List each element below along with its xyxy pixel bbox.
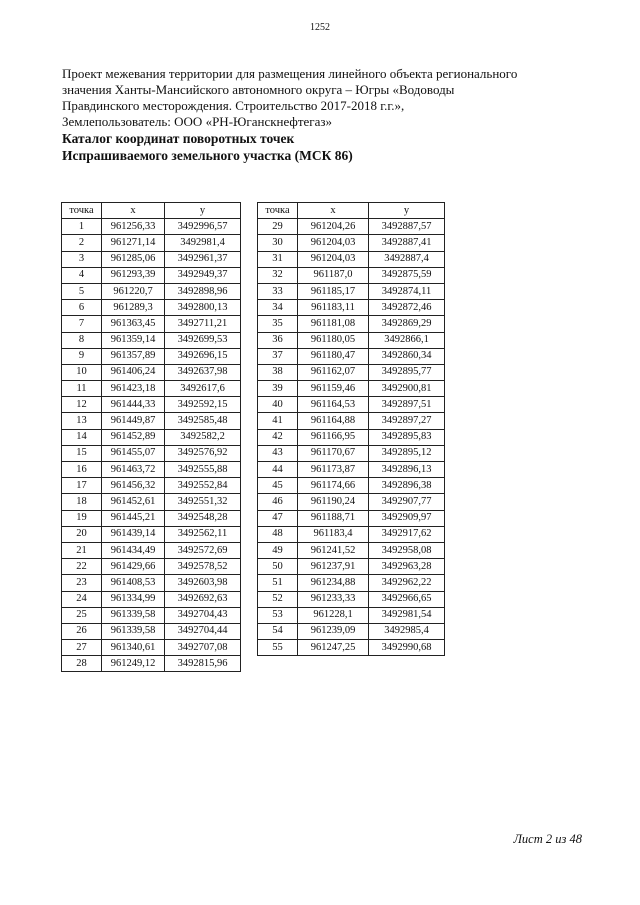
cell-y: 3492907,77 (369, 494, 445, 510)
cell-point-number: 40 (258, 397, 298, 413)
table-row (62, 591, 241, 607)
table-row (258, 478, 445, 494)
cell-y: 3492704,44 (165, 623, 241, 639)
table-row (258, 364, 445, 380)
cell-y: 3492909,97 (369, 510, 445, 526)
table-row (258, 413, 445, 429)
table-header-row (62, 203, 241, 219)
cell-y: 3492895,12 (369, 445, 445, 461)
cell-x: 961190,24 (298, 494, 369, 510)
cell-y: 3492548,28 (165, 510, 241, 526)
cell-x: 961452,89 (102, 429, 165, 445)
cell-y: 3492981,4 (165, 235, 241, 251)
table-row (258, 235, 445, 251)
cell-point-number: 17 (62, 478, 102, 494)
cell-y: 3492869,29 (369, 316, 445, 332)
cell-x: 961456,32 (102, 478, 165, 494)
cell-x: 961170,67 (298, 445, 369, 461)
cell-point-number: 19 (62, 510, 102, 526)
table-row (62, 429, 241, 445)
cell-x: 961357,89 (102, 348, 165, 364)
cell-x: 961363,45 (102, 316, 165, 332)
cell-point-number: 24 (62, 591, 102, 607)
cell-x: 961271,14 (102, 235, 165, 251)
cell-x: 961434,49 (102, 542, 165, 558)
cell-y: 3492966,65 (369, 591, 445, 607)
cell-y: 3492962,22 (369, 575, 445, 591)
cell-point-number: 53 (258, 607, 298, 623)
cell-y: 3492958,08 (369, 542, 445, 558)
cell-y: 3492895,77 (369, 364, 445, 380)
cell-point-number: 9 (62, 348, 102, 364)
table-row (258, 510, 445, 526)
table-row (62, 316, 241, 332)
cell-x: 961162,07 (298, 364, 369, 380)
page-number: 1252 (310, 22, 330, 33)
cell-y: 3492578,52 (165, 559, 241, 575)
cell-point-number: 11 (62, 381, 102, 397)
table-row (258, 526, 445, 542)
cell-y: 3492860,34 (369, 348, 445, 364)
cell-point-number: 36 (258, 332, 298, 348)
table-row (62, 364, 241, 380)
cell-x: 961463,72 (102, 462, 165, 478)
cell-point-number: 13 (62, 413, 102, 429)
cell-x: 961339,58 (102, 607, 165, 623)
sheet-counter: Лист 2 из 48 (513, 832, 582, 846)
cell-point-number: 18 (62, 494, 102, 510)
cell-x: 961174,66 (298, 478, 369, 494)
cell-y: 3492555,88 (165, 462, 241, 478)
cell-point-number: 21 (62, 542, 102, 558)
table-row (258, 316, 445, 332)
cell-x: 961187,0 (298, 267, 369, 283)
cell-y: 3492985,4 (369, 623, 445, 639)
cell-x: 961204,26 (298, 219, 369, 235)
cell-y: 3492707,08 (165, 640, 241, 656)
cell-point-number: 55 (258, 640, 298, 656)
cell-y: 3492576,92 (165, 445, 241, 461)
table-row (258, 607, 445, 623)
cell-y: 3492592,15 (165, 397, 241, 413)
table-row (258, 300, 445, 316)
cell-x: 961228,1 (298, 607, 369, 623)
table-row (62, 413, 241, 429)
column-header-x: x (298, 203, 369, 219)
cell-y: 3492990,68 (369, 640, 445, 656)
column-header-y: y (165, 203, 241, 219)
cell-point-number: 35 (258, 316, 298, 332)
cell-point-number: 41 (258, 413, 298, 429)
intro-line: значения Ханты-Мансийского автономного округа – Югры «Водоводы (62, 82, 455, 97)
cell-x: 961173,87 (298, 462, 369, 478)
table-row (62, 656, 241, 672)
cell-point-number: 5 (62, 283, 102, 299)
cell-x: 961239,09 (298, 623, 369, 639)
table-row (258, 575, 445, 591)
table-row (258, 559, 445, 575)
cell-x: 961234,88 (298, 575, 369, 591)
cell-x: 961449,87 (102, 413, 165, 429)
cell-y: 3492917,62 (369, 526, 445, 542)
cell-y: 3492898,96 (165, 283, 241, 299)
cell-y: 3492552,84 (165, 478, 241, 494)
cell-x: 961164,88 (298, 413, 369, 429)
table-row (62, 267, 241, 283)
document-header (62, 66, 602, 164)
cell-y: 3492711,21 (165, 316, 241, 332)
cell-y: 3492617,6 (165, 381, 241, 397)
catalog-subtitle: Испрашиваемого земельного участка (МСК 86) (62, 148, 353, 163)
cell-y: 3492872,46 (369, 300, 445, 316)
cell-point-number: 8 (62, 332, 102, 348)
cell-x: 961237,91 (298, 559, 369, 575)
cell-x: 961183,4 (298, 526, 369, 542)
cell-x: 961285,06 (102, 251, 165, 267)
cell-y: 3492887,41 (369, 235, 445, 251)
cell-point-number: 34 (258, 300, 298, 316)
cell-point-number: 32 (258, 267, 298, 283)
cell-x: 961204,03 (298, 235, 369, 251)
cell-y: 3492637,98 (165, 364, 241, 380)
cell-point-number: 31 (258, 251, 298, 267)
table-row (62, 478, 241, 494)
table-row (258, 623, 445, 639)
cell-point-number: 42 (258, 429, 298, 445)
cell-point-number: 44 (258, 462, 298, 478)
table-row (62, 640, 241, 656)
table-row (62, 510, 241, 526)
cell-point-number: 49 (258, 542, 298, 558)
cell-point-number: 50 (258, 559, 298, 575)
table-row (62, 526, 241, 542)
cell-point-number: 14 (62, 429, 102, 445)
cell-x: 961334,99 (102, 591, 165, 607)
cell-point-number: 33 (258, 283, 298, 299)
cell-point-number: 28 (62, 656, 102, 672)
cell-y: 3492585,48 (165, 413, 241, 429)
cell-y: 3492896,38 (369, 478, 445, 494)
cell-point-number: 47 (258, 510, 298, 526)
cell-point-number: 23 (62, 575, 102, 591)
table-header-row (258, 203, 445, 219)
cell-point-number: 54 (258, 623, 298, 639)
table-row (258, 348, 445, 364)
cell-point-number: 29 (258, 219, 298, 235)
cell-x: 961256,33 (102, 219, 165, 235)
cell-y: 3492887,4 (369, 251, 445, 267)
table-row (258, 267, 445, 283)
cell-y: 3492897,51 (369, 397, 445, 413)
cell-point-number: 4 (62, 267, 102, 283)
table-row (258, 429, 445, 445)
coordinates-table-left (61, 202, 241, 672)
cell-point-number: 39 (258, 381, 298, 397)
table-row (258, 332, 445, 348)
cell-point-number: 15 (62, 445, 102, 461)
cell-point-number: 26 (62, 623, 102, 639)
column-header-point: точка (258, 203, 298, 219)
cell-point-number: 48 (258, 526, 298, 542)
cell-point-number: 43 (258, 445, 298, 461)
cell-y: 3492582,2 (165, 429, 241, 445)
cell-point-number: 22 (62, 559, 102, 575)
cell-y: 3492897,27 (369, 413, 445, 429)
cell-y: 3492896,13 (369, 462, 445, 478)
cell-y: 3492800,13 (165, 300, 241, 316)
intro-line: Проект межевания территории для размещения линейного объекта регионального (62, 66, 518, 81)
cell-point-number: 30 (258, 235, 298, 251)
cell-y: 3492996,57 (165, 219, 241, 235)
column-header-y: y (369, 203, 445, 219)
cell-x: 961293,39 (102, 267, 165, 283)
cell-point-number: 1 (62, 219, 102, 235)
table-row (258, 381, 445, 397)
cell-x: 961452,61 (102, 494, 165, 510)
cell-x: 961289,3 (102, 300, 165, 316)
cell-point-number: 7 (62, 316, 102, 332)
column-header-point: точка (62, 203, 102, 219)
cell-point-number: 38 (258, 364, 298, 380)
cell-y: 3492961,37 (165, 251, 241, 267)
cell-x: 961180,47 (298, 348, 369, 364)
cell-x: 961166,95 (298, 429, 369, 445)
cell-point-number: 45 (258, 478, 298, 494)
cell-y: 3492572,69 (165, 542, 241, 558)
table-row (62, 332, 241, 348)
table-row (62, 235, 241, 251)
table-row (258, 542, 445, 558)
cell-y: 3492551,32 (165, 494, 241, 510)
cell-y: 3492704,43 (165, 607, 241, 623)
cell-x: 961188,71 (298, 510, 369, 526)
table-row (258, 462, 445, 478)
cell-x: 961233,33 (298, 591, 369, 607)
cell-x: 961408,53 (102, 575, 165, 591)
cell-x: 961455,07 (102, 445, 165, 461)
table-row (62, 219, 241, 235)
cell-x: 961204,03 (298, 251, 369, 267)
cell-point-number: 3 (62, 251, 102, 267)
table-row (258, 445, 445, 461)
cell-point-number: 20 (62, 526, 102, 542)
cell-point-number: 46 (258, 494, 298, 510)
cell-x: 961247,25 (298, 640, 369, 656)
table-row (62, 623, 241, 639)
cell-point-number: 10 (62, 364, 102, 380)
cell-x: 961180,05 (298, 332, 369, 348)
cell-point-number: 27 (62, 640, 102, 656)
table-row (258, 283, 445, 299)
cell-point-number: 6 (62, 300, 102, 316)
cell-y: 3492874,11 (369, 283, 445, 299)
coordinates-table-right (257, 202, 445, 656)
table-row (62, 462, 241, 478)
table-row (62, 397, 241, 413)
table-row (62, 445, 241, 461)
cell-point-number: 51 (258, 575, 298, 591)
cell-y: 3492895,83 (369, 429, 445, 445)
table-row (258, 219, 445, 235)
cell-x: 961220,7 (102, 283, 165, 299)
table-row (62, 607, 241, 623)
cell-y: 3492866,1 (369, 332, 445, 348)
cell-x: 961444,33 (102, 397, 165, 413)
intro-line: Землепользователь: ООО «РН-Юганскнефтегаз» (62, 114, 333, 129)
cell-point-number: 25 (62, 607, 102, 623)
cell-y: 3492981,54 (369, 607, 445, 623)
table-row (62, 348, 241, 364)
cell-point-number: 16 (62, 462, 102, 478)
table-row (62, 283, 241, 299)
cell-x: 961340,61 (102, 640, 165, 656)
cell-x: 961439,14 (102, 526, 165, 542)
cell-x: 961185,17 (298, 283, 369, 299)
table-row (258, 494, 445, 510)
cell-x: 961241,52 (298, 542, 369, 558)
intro-line: Правдинского месторождения. Строительство 2017-2018 г.г.», (62, 98, 405, 113)
table-row (62, 494, 241, 510)
table-row (258, 640, 445, 656)
table-row (258, 251, 445, 267)
cell-y: 3492562,11 (165, 526, 241, 542)
cell-x: 961181,08 (298, 316, 369, 332)
cell-y: 3492603,98 (165, 575, 241, 591)
cell-x: 961423,18 (102, 381, 165, 397)
table-row (62, 559, 241, 575)
table-row (62, 251, 241, 267)
table-row (62, 300, 241, 316)
cell-point-number: 52 (258, 591, 298, 607)
cell-x: 961359,14 (102, 332, 165, 348)
cell-x: 961445,21 (102, 510, 165, 526)
cell-y: 3492949,37 (165, 267, 241, 283)
column-header-x: x (102, 203, 165, 219)
cell-x: 961249,12 (102, 656, 165, 672)
cell-x: 961183,11 (298, 300, 369, 316)
cell-point-number: 12 (62, 397, 102, 413)
catalog-title: Каталог координат поворотных точек (62, 131, 295, 146)
cell-x: 961164,53 (298, 397, 369, 413)
cell-x: 961406,24 (102, 364, 165, 380)
table-row (258, 397, 445, 413)
table-row (62, 381, 241, 397)
cell-y: 3492699,53 (165, 332, 241, 348)
cell-y: 3492963,28 (369, 559, 445, 575)
table-row (62, 542, 241, 558)
cell-x: 961339,58 (102, 623, 165, 639)
cell-point-number: 2 (62, 235, 102, 251)
cell-y: 3492875,59 (369, 267, 445, 283)
table-row (258, 591, 445, 607)
cell-y: 3492696,15 (165, 348, 241, 364)
cell-y: 3492887,57 (369, 219, 445, 235)
cell-y: 3492900,81 (369, 381, 445, 397)
cell-point-number: 37 (258, 348, 298, 364)
table-row (62, 575, 241, 591)
cell-x: 961159,46 (298, 381, 369, 397)
cell-x: 961429,66 (102, 559, 165, 575)
cell-y: 3492815,96 (165, 656, 241, 672)
cell-y: 3492692,63 (165, 591, 241, 607)
